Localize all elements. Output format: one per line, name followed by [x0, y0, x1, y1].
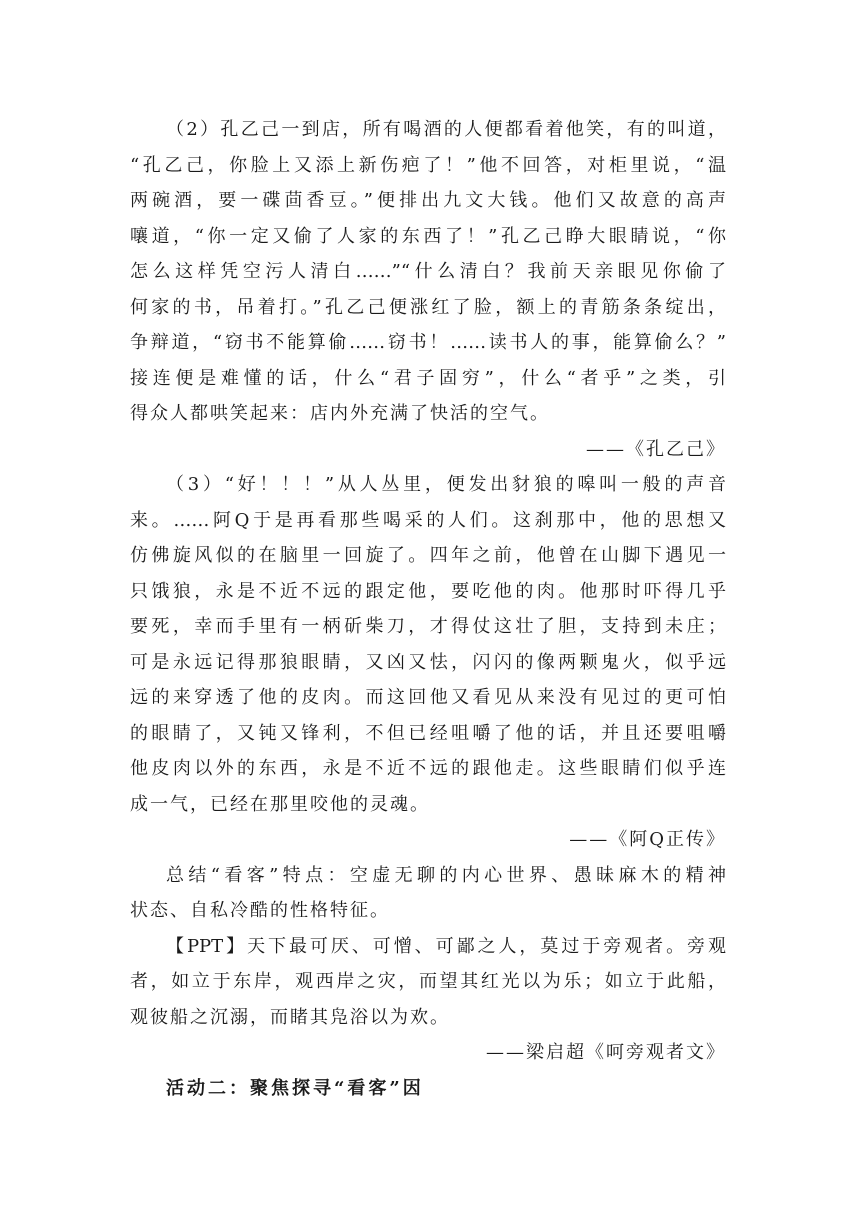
- paragraph-line: 来。……阿Q于是再看那些喝采的人们。这刹那中，他的思想又: [130, 510, 726, 531]
- ppt-quote-line: 【PPT】天下最可厌、可憎、可鄙之人，莫过于旁观者。旁观: [166, 936, 726, 957]
- paragraph-line: 何家的书，吊着打。”孔乙己便涨红了脸，额上的青筋条条绽出，: [130, 297, 726, 318]
- attribution-ah-q: ——《阿Q正传》: [569, 829, 726, 850]
- paragraph-line: 嚷道，“你一定又偷了人家的东西了！”孔乙己睁大眼睛说，“你: [130, 226, 726, 247]
- paragraph-line: （3）“好！！！”从人丛里，便发出豺狼的嗥叫一般的声音: [166, 474, 726, 495]
- paragraph-line: 只饿狼，永是不近不远的跟定他，要吃他的肉。他那时吓得几乎: [130, 581, 726, 602]
- paragraph-line: 争辩道，“窃书不能算偷……窃书！……读书人的事，能算偷么？”: [130, 332, 726, 353]
- summary-line: 状态、自私冷酷的性格特征。: [130, 900, 390, 921]
- paragraph-line: 的眼睛了，又钝又锋利，不但已经咀嚼了他的话，并且还要咀嚼: [130, 723, 726, 744]
- paragraph-line: 得众人都哄笑起来：店内外充满了快活的空气。: [130, 403, 550, 424]
- paragraph-line: 仿佛旋风似的在脑里一回旋了。四年之前，他曾在山脚下遇见一: [130, 545, 726, 566]
- attribution-liang-qichao: ——梁启超《呵旁观者文》: [486, 1042, 726, 1063]
- ppt-quote-line: 观彼船之沉溺，而睹其凫浴以为欢。: [130, 1007, 450, 1028]
- paragraph-line: “孔乙己，你脸上又添上新伤疤了！”他不回答，对柜里说，“温: [130, 155, 726, 176]
- paragraph-line: （2）孔乙己一到店，所有喝酒的人便都看着他笑，有的叫道，: [166, 119, 726, 140]
- summary-line: 总结“看客”特点：空虚无聊的内心世界、愚昧麻木的精神: [166, 865, 726, 886]
- paragraph-line: 可是永远记得那狼眼睛，又凶又怯，闪闪的像两颗鬼火，似乎远: [130, 652, 726, 673]
- paragraph-line: 他皮肉以外的东西，永是不近不远的跟他走。这些眼睛们似乎连: [130, 758, 726, 779]
- paragraph-line: 两碗酒，要一碟茴香豆。”便排出九文大钱。他们又故意的高声: [130, 190, 726, 211]
- paragraph-line: 要死，幸而手里有一柄斫柴刀，才得仗这壮了胆，支持到未庄；: [130, 616, 726, 637]
- paragraph-line: 接连便是难懂的话，什么“君子固穷”，什么“者乎”之类，引: [130, 368, 726, 389]
- ppt-quote-line: 者，如立于东岸，观西岸之灾，而望其红光以为乐；如立于此船，: [130, 971, 726, 992]
- paragraph-line: 成一气，已经在那里咬他的灵魂。: [130, 794, 430, 815]
- paragraph-line: 远的来穿透了他的皮肉。而这回他又看见从来没有见过的更可怕: [130, 687, 726, 708]
- attribution-kong-yiji: ——《孔乙己》: [586, 439, 726, 460]
- paragraph-line: 怎么这样凭空污人清白……”“什么清白？我前天亲眼见你偷了: [130, 261, 726, 282]
- activity-heading: 活动二：聚焦探寻“看客”因: [166, 1078, 424, 1099]
